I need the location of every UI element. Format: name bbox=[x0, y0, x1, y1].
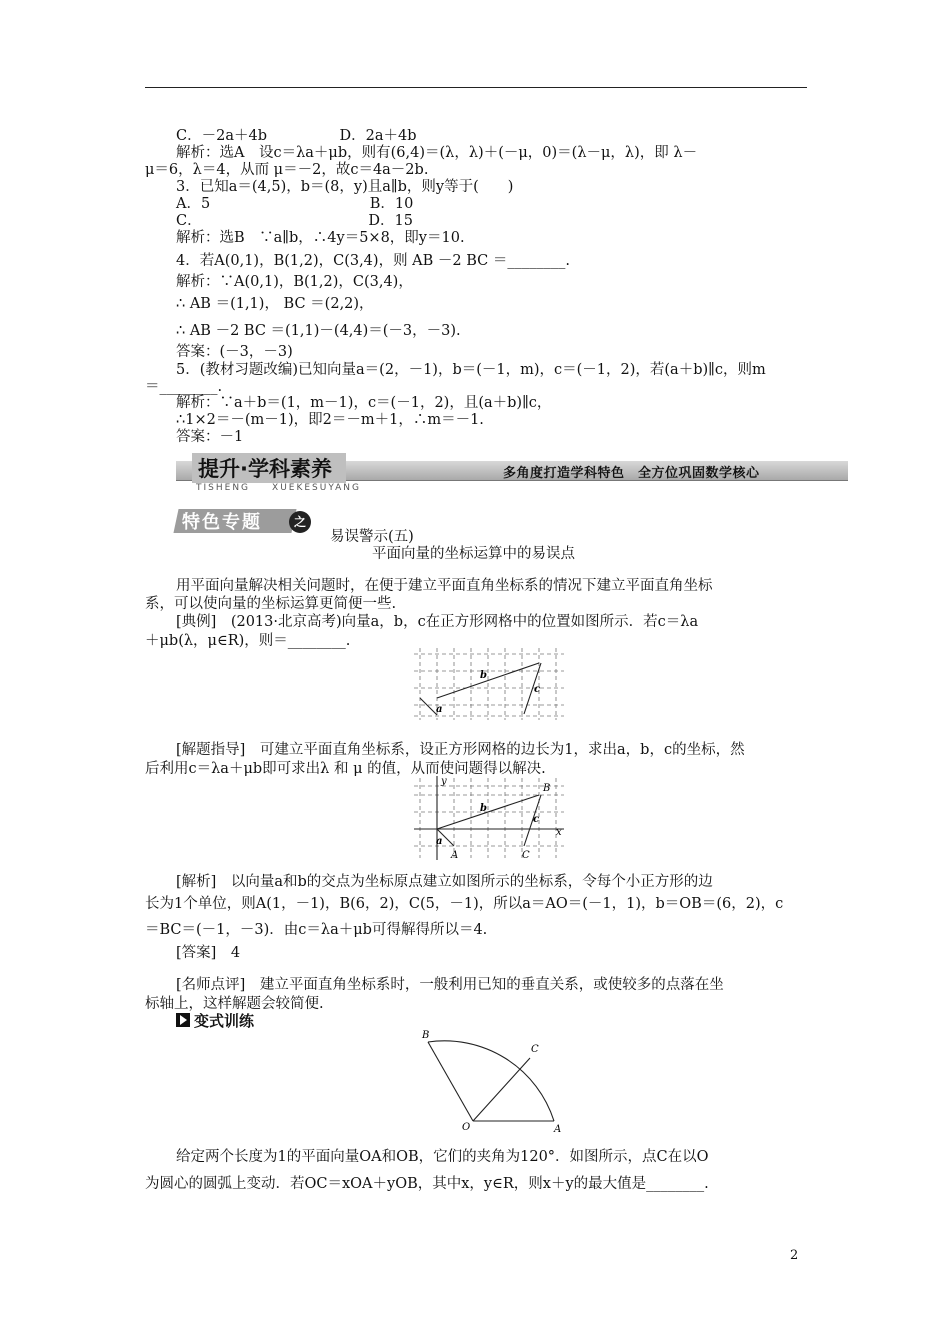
label-O: O bbox=[462, 1122, 471, 1133]
text-line: 后利用c＝λa＋μb即可求出λ 和 μ 的值，从而使问题得以解决. bbox=[145, 761, 546, 777]
topic-subheading: 平面向量的坐标运算中的易误点 bbox=[372, 546, 575, 562]
label-A: A bbox=[451, 850, 459, 861]
label-B: B bbox=[422, 1030, 430, 1041]
text-line: 为圆心的圆弧上变动．若OC＝xOA＋yOB，其中x，y∈R，则x＋y的最大值是________. bbox=[145, 1176, 709, 1192]
vector-OB bbox=[428, 1042, 473, 1121]
sector-arc-figure bbox=[418, 1028, 568, 1133]
text-line: A．5 B．10 bbox=[176, 196, 414, 212]
text-line: 解析：∵a＋b＝(1，m－1)，c＝(－1，2)，且(a＋b)∥c， bbox=[176, 395, 552, 411]
text-line: C．－2a＋4b D．2a＋4b bbox=[176, 128, 417, 144]
text-line: ＝BC＝(－1，－3)．由c＝λa＋μb可得解得所以＝4. bbox=[145, 922, 488, 938]
text-line: [名师点评] 建立平面直角坐标系时，一般利用已知的垂直关系，或使较多的点落在坐 bbox=[176, 977, 724, 993]
vector-a bbox=[420, 698, 437, 715]
label-C: C bbox=[522, 850, 530, 861]
label-c: c bbox=[534, 684, 541, 695]
label-A: A bbox=[554, 1124, 562, 1133]
label-C: C bbox=[531, 1044, 539, 1055]
section-banner bbox=[176, 455, 848, 493]
text-line: [解析] 以向量a和b的交点为坐标原点建立如图所示的坐标系，令每个小正方形的边 bbox=[176, 874, 713, 890]
text-line: ∴1×2＝－(m－1)，即2＝－m＋1，∴m＝－1. bbox=[176, 412, 484, 428]
play-icon bbox=[176, 1013, 190, 1027]
text-line: 3．已知a＝(4,5)，b＝(8，y)且a∥b，则y等于( ) bbox=[176, 179, 514, 195]
text-line: 解析：选A 设c＝λa＋μb，则有(6,4)＝(λ，λ)＋(－μ，0)＝(λ－μ，λ)，即 λ－ bbox=[176, 145, 698, 161]
vector-OC bbox=[473, 1058, 530, 1121]
text-line: 标轴上，这样解题会较简便. bbox=[145, 996, 324, 1012]
special-topic-badge bbox=[176, 505, 311, 535]
banner-slogan: 多角度打造学科特色 全方位巩固数学核心 bbox=[503, 466, 760, 481]
label-B: B bbox=[543, 783, 551, 794]
text-line: 长为1个单位，则A(1，－1)，B(6，2)，C(5，－1)，所以a＝AO＝(－1，1)，b＝OB＝(6，2)，c bbox=[145, 896, 784, 912]
text-line: μ＝6，λ＝4，从而 μ＝－2，故c＝4a－2b. bbox=[145, 162, 429, 178]
text-line: 5．(教材习题改编)已知向量a＝(2，－1)，b＝(－1，m)，c＝(－1，2)，若(a＋b)∥c，则m bbox=[176, 362, 766, 378]
text-line: ∴ AB －2 BC ＝(1,1)－(4,4)＝(－3，－3). bbox=[176, 323, 461, 339]
label-a: a bbox=[436, 704, 443, 715]
text-line: ＝________. bbox=[145, 379, 223, 395]
text-line: 解析：∵A(0,1)，B(1,2)，C(3,4)， bbox=[176, 274, 413, 290]
header-rule bbox=[145, 87, 807, 88]
text-line: [答案] 4 bbox=[176, 945, 241, 961]
text-line: 给定两个长度为1的平面向量OA和OB，它们的夹角为120°．如图所示，点C在以O bbox=[176, 1149, 709, 1165]
text-line: 用平面向量解决相关问题时，在便于建立平面直角坐标系的情况下建立平面直角坐标 bbox=[176, 578, 713, 594]
text-line: ＋μb(λ，μ∈R)，则＝________. bbox=[145, 633, 351, 649]
label-b: b bbox=[480, 670, 487, 681]
page-number: 2 bbox=[790, 1248, 799, 1263]
text-line: 系，可以使向量的坐标运算更简便一些. bbox=[145, 596, 397, 612]
text-line: 4．若A(0,1)，B(1,2)，C(3,4)，则 AB －2 BC ＝________. bbox=[176, 253, 570, 269]
text-line: [解题指导] 可建立平面直角坐标系，设正方形网格的边长为1，求出a，b，c的坐标，然 bbox=[176, 742, 745, 758]
text-line: [典例] (2013·北京高考)向量a，b，c在正方形网格中的位置如图所示．若c＝λa bbox=[176, 614, 699, 630]
text-line: 答案：－1 bbox=[176, 429, 244, 445]
label-x: x bbox=[556, 827, 562, 838]
text-line: ∴ AB ＝(1,1)， BC ＝(2,2)， bbox=[176, 296, 374, 312]
label-c: c bbox=[533, 814, 540, 825]
topic-heading: 易误警示(五) bbox=[330, 529, 414, 545]
coordinate-grid-figure bbox=[406, 772, 576, 864]
banner-pinyin: TISHENG XUEKESUYANG bbox=[196, 483, 362, 493]
variant-label-text: 变式训练 bbox=[194, 1012, 255, 1030]
badge-label: 特色专题 bbox=[182, 512, 262, 533]
label-a: a bbox=[436, 836, 443, 847]
banner-title: 提升·学科素养 bbox=[192, 453, 346, 483]
text-line: 解析：选B ∵a∥b，∴4y＝5×8，即y＝10. bbox=[176, 230, 465, 246]
badge-circle: 之 bbox=[289, 511, 311, 533]
text-line: 答案：(－3，－3) bbox=[176, 344, 293, 360]
label-y: y bbox=[441, 776, 447, 787]
vector-grid-figure bbox=[406, 640, 576, 724]
text-line: C． D．15 bbox=[176, 213, 413, 229]
label-b: b bbox=[480, 803, 487, 814]
